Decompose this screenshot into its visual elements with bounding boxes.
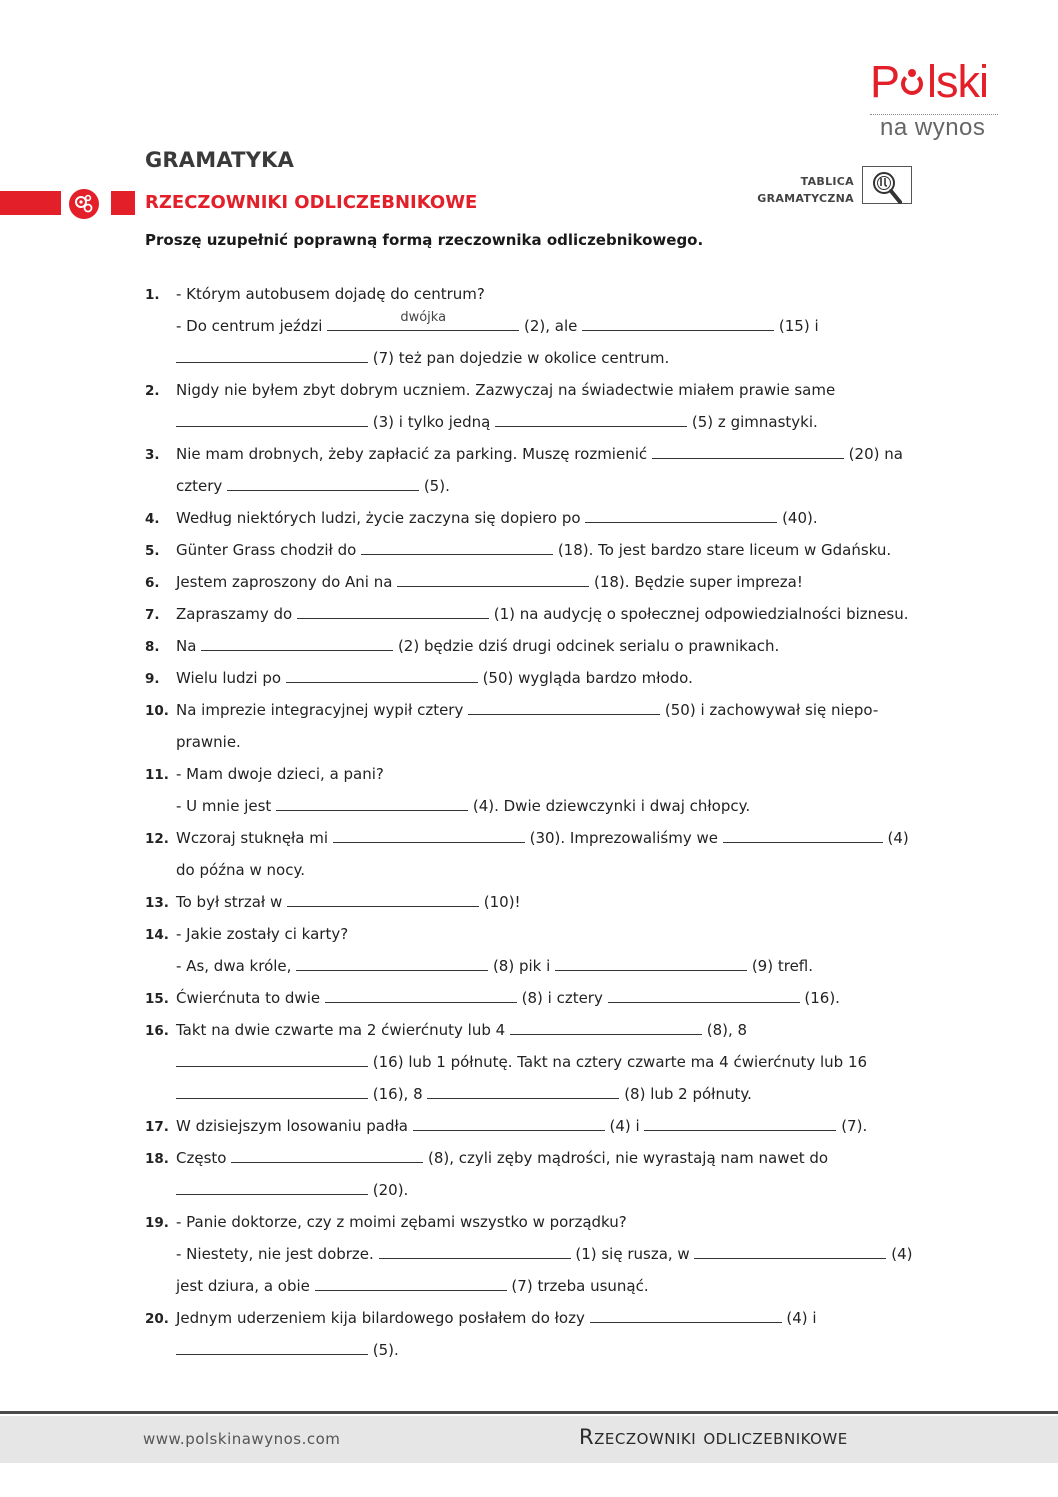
exercise-line <box>176 540 891 560</box>
exercise-text: Wczoraj stuknęła mi <box>176 829 333 847</box>
exercise-line <box>176 636 779 656</box>
exercise-text: prawnie. <box>176 733 241 751</box>
answer-blank[interactable] <box>176 1084 368 1099</box>
exercise-text: W dzisiejszym losowaniu padła <box>176 1117 413 1135</box>
exercise-line <box>176 956 813 976</box>
answer-blank[interactable] <box>495 412 687 427</box>
exercise-number: 18. <box>145 1151 169 1167</box>
exercise-text: (30). Imprezowaliśmy we <box>524 829 723 847</box>
exercise-text: Jednym uderzeniem kija bilardowego posłałem do łozy <box>176 1309 590 1327</box>
example-answer: dwójka <box>400 310 447 325</box>
exercise-line <box>176 732 241 752</box>
red-accent-bar <box>0 191 61 215</box>
exercise-number: 17. <box>145 1119 169 1135</box>
exercise-line <box>176 604 909 624</box>
exercise-text: Günter Grass chodził do <box>176 541 362 559</box>
answer-blank[interactable] <box>315 1276 507 1291</box>
exercise-text: Często <box>176 1149 232 1167</box>
exercise-text: (2), ale <box>519 317 583 335</box>
answer-blank[interactable] <box>286 668 478 683</box>
exercise-text: (16). <box>799 989 840 1007</box>
answer-blank[interactable] <box>379 1244 571 1259</box>
exercise-text: (1) się rusza, w <box>570 1245 695 1263</box>
polski-na-wynos-logo <box>866 56 1002 148</box>
exercise-line <box>176 1180 408 1200</box>
exercise-line <box>176 1084 752 1104</box>
tablica-gramatyczna-link[interactable] <box>740 173 854 207</box>
answer-blank[interactable] <box>176 1052 368 1067</box>
exercise-number: 20. <box>145 1311 169 1327</box>
exercise-text: do późna w nocy. <box>176 861 305 879</box>
answer-blank[interactable] <box>176 412 368 427</box>
exercise-text: Nie mam drobnych, żeby zapłacić za parking. Muszę rozmienić <box>176 445 652 463</box>
exercise-line <box>176 924 348 944</box>
exercise-text: To był strzał w <box>176 893 287 911</box>
section-heading: GRAMATYKA <box>145 148 295 172</box>
exercise-text: (4) <box>886 1245 913 1263</box>
topic-title: RZECZOWNIKI ODLICZEBNIKOWE <box>145 192 478 213</box>
exercise-text: (9) trefl. <box>747 957 814 975</box>
exercise-text: (50) wygląda bardzo młodo. <box>477 669 693 687</box>
answer-blank[interactable] <box>694 1244 886 1259</box>
exercise-line <box>176 1244 912 1264</box>
answer-blank[interactable] <box>723 828 883 843</box>
exercise-text: (5) z gimnastyki. <box>687 413 818 431</box>
answer-blank[interactable] <box>468 700 660 715</box>
exercise-text: (7). <box>836 1117 868 1135</box>
exercise-text: - U mnie jest <box>176 797 277 815</box>
exercise-text: jest dziura, a obie <box>176 1277 315 1295</box>
exercise-text: (4) <box>882 829 909 847</box>
exercise-text: Ćwierćnuta to dwie <box>176 989 325 1007</box>
exercise-text: Na imprezie integracyjnej wypił cztery <box>176 701 469 719</box>
exercise-text: Jestem zaproszony do Ani na <box>176 573 398 591</box>
exercise-text: - As, dwa króle, <box>176 957 297 975</box>
exercise-text: (4) i <box>604 1117 645 1135</box>
answer-blank[interactable] <box>287 892 479 907</box>
exercise-text: (5). <box>419 477 450 495</box>
exercise-text: Na <box>176 637 202 655</box>
logo-letter-p: P <box>870 56 900 107</box>
exercise-text: (7) też pan dojedzie w okolice centrum. <box>368 349 670 367</box>
exercise-line <box>176 988 840 1008</box>
exercise-text: (8), czyli zęby mądrości, nie wyrastają nam nawet do <box>423 1149 829 1167</box>
exercise-text: (8), 8 <box>701 1021 748 1039</box>
exercise-text: (40). <box>777 509 818 527</box>
exercise-text: (16) lub 1 półnutę. Takt na cztery czwarte ma 4 ćwierćnuty lub 16 <box>368 1053 868 1071</box>
exercise-number: 19. <box>145 1215 169 1231</box>
exercise-line <box>176 476 450 496</box>
answer-blank[interactable] <box>413 1116 605 1131</box>
exercise-line <box>176 310 819 336</box>
answer-blank[interactable] <box>397 572 589 587</box>
exercise-number: 14. <box>145 927 169 943</box>
exercise-text: (4) i <box>781 1309 817 1327</box>
exercise-line <box>176 412 818 432</box>
tablica-label-line2: GRAMATYCZNA <box>757 192 854 205</box>
exercise-instruction: Proszę uzupełnić poprawną formą rzeczownika odliczebnikowego. <box>145 231 704 249</box>
exercise-number: 7. <box>145 607 160 623</box>
exercise-text: (50) i zachowywał się niepo- <box>660 701 879 719</box>
answer-blank[interactable] <box>555 956 747 971</box>
exercise-number: 5. <box>145 543 160 559</box>
exercise-line <box>176 1148 828 1168</box>
exercise-line <box>176 1020 747 1040</box>
exercise-text: (20). <box>368 1181 409 1199</box>
answer-blank[interactable] <box>585 508 777 523</box>
red-accent-square <box>111 191 135 215</box>
answer-blank[interactable] <box>297 604 489 619</box>
answer-blank[interactable] <box>582 316 774 331</box>
exercise-line <box>176 668 693 688</box>
exercise-text: - Mam dwoje dzieci, a pani? <box>176 765 384 783</box>
exercise-number: 1. <box>145 287 160 303</box>
exercise-line <box>176 1308 817 1328</box>
exercise-line <box>176 572 803 592</box>
exercise-line <box>176 1276 649 1296</box>
exercise-text: (18). Będzie super impreza! <box>589 573 803 591</box>
exercise-line <box>176 892 521 912</box>
exercise-line <box>176 508 818 528</box>
answer-blank[interactable] <box>176 1180 368 1195</box>
exercise-text: Wielu ludzi po <box>176 669 286 687</box>
exercise-text: Według niektórych ludzi, życie zaczyna się dopiero po <box>176 509 586 527</box>
exercise-line <box>176 796 750 816</box>
exercise-number: 15. <box>145 991 169 1007</box>
answer-blank[interactable] <box>325 988 517 1003</box>
answer-blank[interactable] <box>276 796 468 811</box>
exercise-number: 3. <box>145 447 160 463</box>
exercise-number: 10. <box>145 703 169 719</box>
answer-blank[interactable] <box>296 956 488 971</box>
cogs-icon <box>69 189 99 219</box>
exercise-number: 16. <box>145 1023 169 1039</box>
exercise-line <box>176 700 878 720</box>
exercise-line <box>176 348 669 368</box>
exercise-text: - Którym autobusem dojadę do centrum? <box>176 285 485 303</box>
exercise-line <box>176 1340 399 1360</box>
answer-blank[interactable] <box>333 828 525 843</box>
exercise-text: (18). To jest bardzo stare liceum w Gdańsku. <box>553 541 892 559</box>
answer-blank[interactable] <box>176 348 368 363</box>
logo-letters: lski <box>927 56 989 107</box>
exercise-line <box>176 380 835 400</box>
footer-divider <box>0 1411 1058 1414</box>
answer-blank[interactable] <box>227 476 419 491</box>
answer-blank[interactable] <box>231 1148 423 1163</box>
exercise-number: 9. <box>145 671 160 687</box>
exercise-number: 12. <box>145 831 169 847</box>
exercise-text: - Do centrum jeździ <box>176 317 328 335</box>
exercise-text: (15) i <box>774 317 819 335</box>
exercise-line <box>176 1212 627 1232</box>
footer-topic-title: Rzeczowniki odliczebnikowe <box>579 1425 848 1449</box>
exercise-text: - Panie doktorze, czy z moimi zębami wszystko w porządku? <box>176 1213 627 1231</box>
exercise-text: (20) na <box>843 445 903 463</box>
exercise-text: (4). Dwie dziewczynki i dwaj chłopcy. <box>468 797 751 815</box>
exercise-line <box>176 284 485 304</box>
exercise-text: (1) na audycję o społecznej odpowiedzialności biznesu. <box>488 605 909 623</box>
exercise-text: cztery <box>176 477 228 495</box>
exercise-number: 8. <box>145 639 160 655</box>
footer-url-link[interactable]: www.polskinawynos.com <box>143 1430 341 1448</box>
exercise-line <box>176 444 903 464</box>
logo-subtitle: na wynos <box>880 114 986 141</box>
exercise-text: Nigdy nie byłem zbyt dobrym uczniem. Zazwyczaj na świadectwie miałem prawie same <box>176 381 836 399</box>
exercise-text: (8) lub 2 półnuty. <box>619 1085 752 1103</box>
answer-blank[interactable] <box>176 1340 368 1355</box>
exercise-text: (2) będzie dziś drugi odcinek serialu o prawnikach. <box>393 637 780 655</box>
answer-blank[interactable] <box>590 1308 782 1323</box>
answer-blank[interactable] <box>608 988 800 1003</box>
answer-blank[interactable] <box>427 1084 619 1099</box>
exercise-number: 13. <box>145 895 169 911</box>
exercise-text: - Niestety, nie jest dobrze. <box>176 1245 379 1263</box>
exercise-text: (16), 8 <box>368 1085 428 1103</box>
magnifier-icon[interactable] <box>862 166 912 204</box>
exercise-number: 11. <box>145 767 169 783</box>
exercise-text: (5). <box>368 1341 399 1359</box>
exercise-line <box>176 860 305 880</box>
exercise-number: 6. <box>145 575 160 591</box>
exercise-text: (8) i cztery <box>516 989 608 1007</box>
exercise-line <box>176 764 384 784</box>
exercise-text: (10)! <box>478 893 521 911</box>
exercise-line <box>176 828 909 848</box>
exercise-line <box>176 1116 867 1136</box>
exercise-text: (7) trzeba usunąć. <box>506 1277 649 1295</box>
exercise-text: Takt na dwie czwarte ma 2 ćwierćnuty lub 4 <box>176 1021 510 1039</box>
exercise-number: 2. <box>145 383 160 399</box>
logo-wordmark <box>870 56 988 108</box>
logo-o-mark <box>899 67 927 97</box>
exercise-line <box>176 1052 867 1072</box>
exercise-text: - Jakie zostały ci karty? <box>176 925 349 943</box>
answer-blank[interactable] <box>201 636 393 651</box>
answer-blank[interactable] <box>510 1020 702 1035</box>
exercise-text: (8) pik i <box>488 957 556 975</box>
answer-blank[interactable] <box>361 540 553 555</box>
exercise-number: 4. <box>145 511 160 527</box>
answer-blank[interactable] <box>644 1116 836 1131</box>
exercise-text: (3) i tylko jedną <box>368 413 496 431</box>
exercise-text: Zapraszamy do <box>176 605 297 623</box>
answer-blank[interactable] <box>652 444 844 459</box>
tablica-label-line1: TABLICA <box>800 175 854 188</box>
answer-blank[interactable] <box>327 310 519 331</box>
